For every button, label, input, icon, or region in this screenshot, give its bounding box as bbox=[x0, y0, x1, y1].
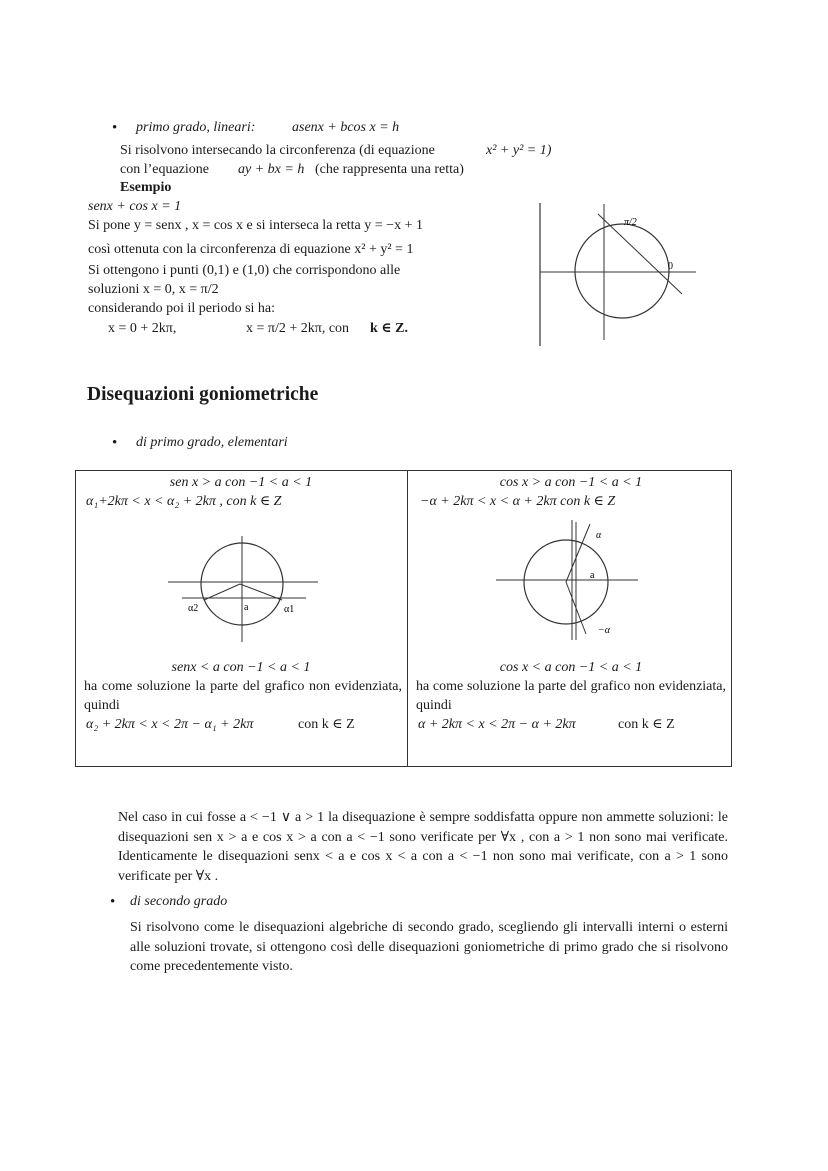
bullet-dot: • bbox=[110, 894, 116, 910]
solution-1: x = 0 + 2kπ, bbox=[108, 321, 177, 336]
cos-solution: −α + 2kπ < x < α + 2kπ con k ∈ Z bbox=[420, 494, 616, 509]
bullet-dot: • bbox=[112, 435, 118, 451]
example-heading: Esempio bbox=[120, 180, 172, 195]
bullet-title: primo grado, lineari: bbox=[136, 120, 256, 135]
line-equation-prefix: con l’equazione bbox=[120, 162, 210, 177]
example-line: Si pone y = senx , x = cos x e si interseca la retta y = −x + 1 bbox=[88, 218, 423, 233]
bullet-dot: • bbox=[112, 120, 118, 136]
example-line: considerando poi il periodo si ha: bbox=[88, 301, 276, 316]
intro-line: Si risolvono intersecando la circonferenza (di equazione bbox=[120, 143, 435, 158]
cos-lower-solution: α + 2kπ < x < 2π − α + 2kπ bbox=[418, 717, 576, 732]
sin-lower-k: con k ∈ Z bbox=[298, 717, 355, 732]
cos-diagram bbox=[492, 518, 642, 644]
sin-header: sen x > a con −1 < a < 1 bbox=[169, 475, 313, 490]
cos-header: cos x > a con −1 < a < 1 bbox=[499, 475, 643, 490]
sin-lower-header: senx < a con −1 < a < 1 bbox=[171, 660, 311, 675]
bullet-formula: asenx + bcos x = h bbox=[292, 120, 400, 135]
cos-lower-k: con k ∈ Z bbox=[618, 717, 675, 732]
solution-2-k: k ∈ Z. bbox=[370, 321, 408, 336]
label-alpha: α bbox=[596, 530, 602, 541]
example-equation: senx + cos x = 1 bbox=[88, 199, 182, 214]
label-alpha1: α1 bbox=[284, 604, 295, 615]
section-title: Disequazioni goniometriche bbox=[87, 384, 319, 405]
label-zero: 0 bbox=[668, 261, 673, 272]
unit-circle-line-diagram bbox=[536, 200, 706, 348]
line-equation: ay + bx = h bbox=[238, 162, 305, 177]
example-line: Si ottengono i punti (0,1) e (1,0) che corrispondono alle bbox=[88, 263, 401, 278]
cos-lower-text: ha come soluzione la parte del grafico non evidenziata, quindi bbox=[416, 679, 726, 713]
cos-lower-header: cos x < a con −1 < a < 1 bbox=[499, 660, 643, 675]
label-alpha2: α2 bbox=[188, 603, 199, 614]
label-pi-half: π/2 bbox=[624, 217, 637, 228]
sin-diagram bbox=[164, 528, 320, 646]
line-equation-suffix: (che rappresenta una retta) bbox=[315, 162, 464, 177]
label-minus-alpha: −α bbox=[598, 625, 610, 636]
sin-lower-text: ha come soluzione la parte del grafico non evidenziata, quindi bbox=[84, 679, 402, 713]
label-a: a bbox=[244, 602, 249, 613]
sin-solution: α₁+2kπ < x < α₂ + 2kπ , con k ∈ Z bbox=[86, 494, 282, 509]
sin-lower-solution: α₂ + 2kπ < x < 2π − α₁ + 2kπ bbox=[86, 717, 254, 732]
solution-2: x = π/2 + 2kπ, con bbox=[246, 321, 350, 336]
table-divider bbox=[407, 470, 408, 767]
bullet-first-degree: di primo grado, elementari bbox=[136, 435, 288, 450]
circle-equation: x² + y² = 1) bbox=[486, 143, 552, 158]
paragraph-second-degree: Si risolvono come le disequazioni algebriche di secondo grado, scegliendo gli intervalli interni o esterni alle soluzioni trovate, si ottengono così delle disequazioni goniometriche di primo grado che si risolvono come precedentemente visto. bbox=[130, 920, 728, 974]
bullet-second-degree: di secondo grado bbox=[130, 894, 228, 909]
example-line: così ottenuta con la circonferenza di equazione x² + y² = 1 bbox=[88, 242, 414, 257]
label-a: a bbox=[590, 570, 595, 581]
paragraph-bounds: Nel caso in cui fosse a < −1 ∨ a > 1 la disequazione è sempre soddisfatta oppure non ammette soluzioni: le disequazioni sen x > a e cos x > a con a < −1 sono verificate per ∀x , con a > 1 non sono mai verificate. Identicamente le disequazioni senx < a e cos x < a con a < −1 non sono mai verificate, con a > 1 sono verificate per ∀x . bbox=[118, 810, 728, 884]
example-line: soluzioni x = 0, x = π/2 bbox=[88, 282, 219, 297]
